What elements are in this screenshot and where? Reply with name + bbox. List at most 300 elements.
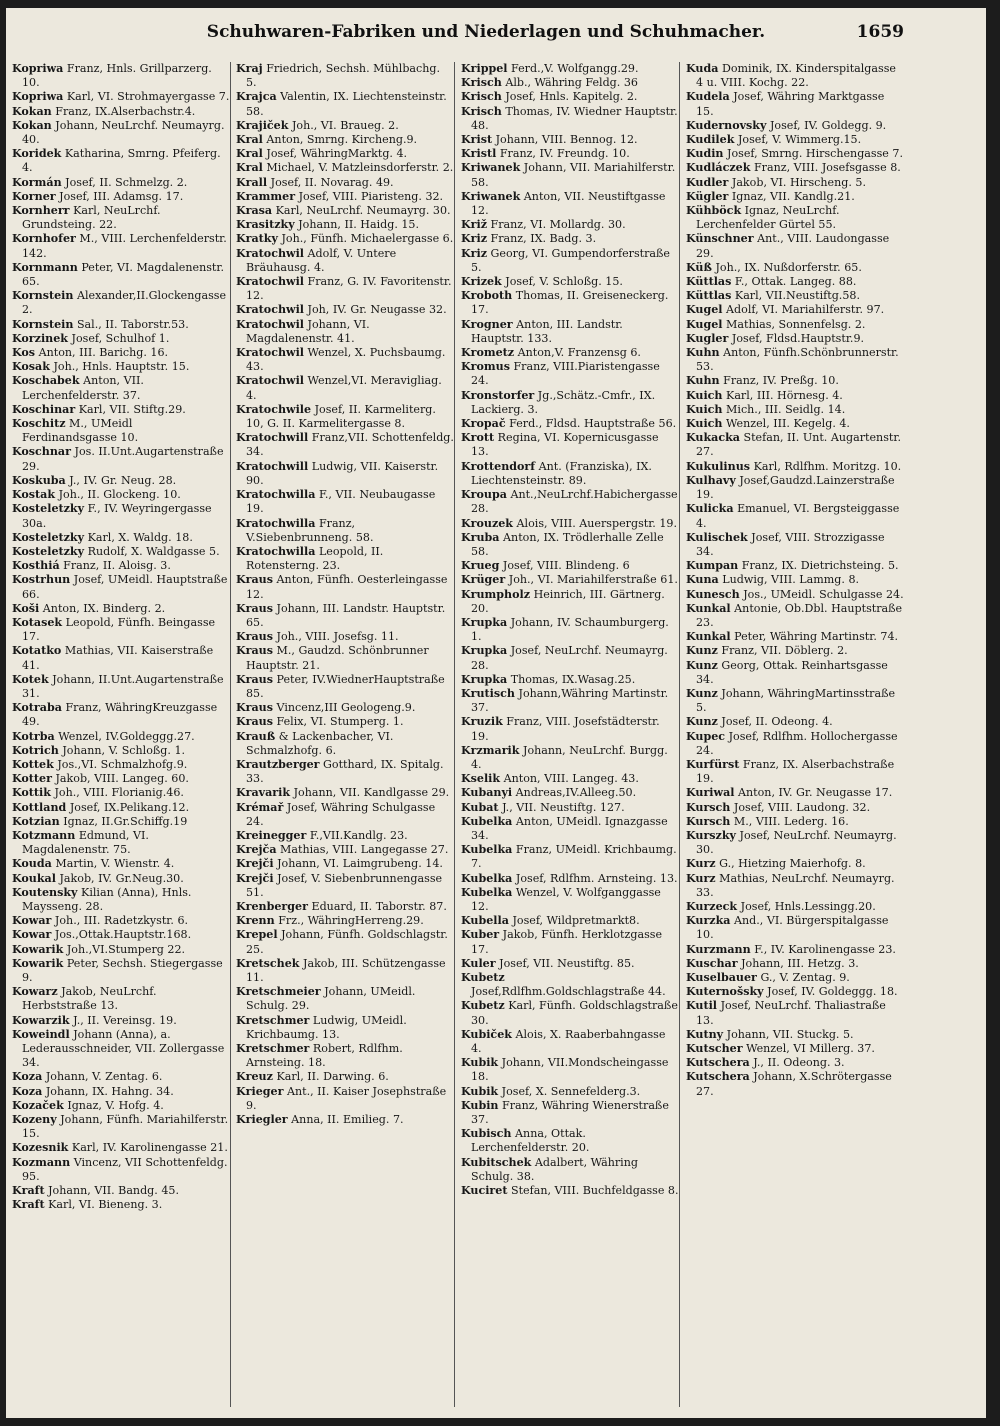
directory-entry: [461, 843, 679, 871]
entry-name: Krottendorf: [461, 459, 536, 473]
entry-name: Kubik: [461, 1084, 499, 1098]
entry-details: Josef,Rdlfhm.Goldschlagstraße 44.: [471, 985, 666, 999]
entry-name: Kotrba: [12, 729, 55, 743]
entry-name: Krzmarik: [461, 743, 520, 757]
directory-entry: [12, 1014, 230, 1028]
entry-name: Krenberger: [236, 899, 308, 913]
directory-entry: [686, 303, 904, 317]
entry-name: Kulhavy: [686, 473, 736, 487]
entry-details: F., IV. Karolinengasse 23.: [754, 942, 896, 956]
entry-details: Josef, NeuLrchf. Thaliastraße 13.: [696, 999, 886, 1027]
entry-name: Kudilek: [686, 133, 735, 147]
directory-entry: [686, 815, 904, 829]
entry-name: Kratochwil: [236, 346, 304, 360]
entry-name: Kurzmann: [686, 942, 751, 956]
entry-details: Wenzel,VI. Meravigliag. 4.: [246, 374, 442, 402]
entry-name: Kuna: [686, 573, 719, 587]
directory-entry: [236, 701, 454, 715]
entry-name: Kos: [12, 346, 36, 360]
entry-details: Johann, VI. Laimgrubeng. 14.: [277, 857, 443, 871]
directory-entry: [236, 460, 454, 488]
directory-entry: [236, 829, 454, 843]
directory-entry: [686, 687, 904, 715]
directory-entry: [12, 232, 230, 260]
directory-entry: [461, 389, 679, 417]
directory-entry: [686, 1056, 904, 1070]
entry-details: Franz, VIII.Piaristengasse 24.: [471, 360, 660, 388]
directory-entry: [236, 1014, 454, 1042]
entry-name: Kruzik: [461, 715, 503, 729]
entry-details: Josef, Rdlfhm. Arnsteing. 13.: [515, 871, 678, 885]
directory-entry: [12, 914, 230, 928]
entry-details: Anton, III. Barichg. 16.: [38, 346, 169, 360]
entry-details: Thomas, IV. Wiedner Hauptstr. 48.: [471, 104, 678, 132]
entry-details: J., II. Odeong. 3.: [753, 1056, 845, 1070]
entry-details: Peter, IV.WiednerHauptstraße 85.: [246, 672, 445, 700]
entry-details: Josef, Fldsd.Hauptstr.9.: [731, 331, 865, 345]
entry-name: Kretschmer: [236, 1042, 310, 1056]
entry-details: Franz, II. Aloisg. 3.: [63, 559, 171, 573]
directory-entry: [236, 161, 454, 175]
entry-details: Stefan, VIII. Buchfeldgasse 8.: [511, 1184, 679, 1198]
directory-entry: [12, 318, 230, 332]
directory-entry: [236, 602, 454, 630]
entry-name: Kratochwill: [236, 431, 309, 445]
directory-entry: [686, 999, 904, 1027]
entry-details: Johann, IX. Hahng. 34.: [45, 1084, 174, 1098]
entry-details: Franz, G. IV. Favoritenstr. 12.: [246, 275, 452, 303]
directory-entry: [461, 431, 679, 459]
entry-name: Kudler: [686, 175, 729, 189]
directory-entry: [12, 857, 230, 871]
entry-name: Kunz: [686, 658, 718, 672]
entry-name: Križ: [461, 218, 488, 232]
entry-name: Krammer: [236, 189, 296, 203]
entry-details: Ludwig, VIII. Lammg. 8.: [722, 573, 860, 587]
entry-name: Krajiček: [236, 118, 289, 132]
entry-details: Josef, Schulhof 1.: [71, 331, 170, 345]
directory-entry: [461, 815, 679, 843]
directory-entry: [686, 204, 904, 232]
entry-details: Anna, II. Emilieg. 7.: [291, 1113, 404, 1127]
entry-details: Kilian (Anna), Hnls. Maysseng. 28.: [22, 885, 192, 913]
entry-name: Kuciret: [461, 1184, 508, 1198]
entry-name: Kubetz: [461, 999, 505, 1013]
entry-name: Kugler: [686, 331, 729, 345]
entry-name: Kügler: [686, 189, 729, 203]
entry-name: Kuschar: [686, 956, 738, 970]
directory-entry: [236, 346, 454, 374]
column-2: [236, 62, 455, 1407]
directory-entry: [236, 985, 454, 1013]
entry-name: Kubiček: [461, 1027, 512, 1041]
entry-name: Krejči: [236, 871, 274, 885]
entry-details: Josef, Smrng. Hirschengasse 7.: [727, 147, 903, 161]
entry-name: Kotter: [12, 772, 52, 786]
directory-entry: [12, 886, 230, 914]
entry-name: Krémař: [236, 800, 284, 814]
directory-entry: [686, 914, 904, 942]
entry-details: Ant., II. Kaiser Josephstraße 9.: [246, 1084, 447, 1112]
directory-entry: [461, 616, 679, 644]
directory-entry: [461, 517, 679, 531]
entry-name: Kostak: [12, 488, 56, 502]
entry-details: Josef, VIII. Blindeng. 6: [502, 559, 630, 573]
entry-name: Kuich: [686, 388, 723, 402]
entry-details: M., Gaudzd. Schönbrunner Hauptstr. 21.: [246, 644, 429, 672]
entry-name: Künschner: [686, 232, 754, 246]
entry-name: Krisch: [461, 76, 502, 90]
entry-details: Robert, Rdlfhm. Arnsteing. 18.: [246, 1042, 403, 1070]
entry-name: Kratochwil: [236, 317, 304, 331]
entry-name: Kornstein: [12, 289, 74, 303]
entry-name: Krott: [461, 431, 495, 445]
entry-details: Anton, Fünfh. Oesterleingasse 12.: [246, 573, 448, 601]
entry-name: Koschinar: [12, 402, 76, 416]
entry-details: Anton, VII. Lerchenfelderstr. 37.: [22, 374, 144, 402]
entry-name: Kratochwil: [236, 374, 304, 388]
directory-entry: [12, 474, 230, 488]
entry-name: Kottik: [12, 786, 51, 800]
entry-name: Krauß: [236, 729, 276, 743]
entry-details: Franz, V.Siebenbrunneng. 58.: [246, 516, 374, 544]
entry-details: Johann, VII. Kandlgasse 29.: [293, 786, 450, 800]
directory-entry: [236, 247, 454, 275]
entry-details: Josef, Hnls.Lessingg.20.: [740, 899, 876, 913]
directory-entry: [236, 119, 454, 133]
entry-details: Johann, Fünfh. Goldschlagstr. 25.: [246, 928, 448, 956]
entry-details: Karl, VII.Neustiftg.58.: [734, 289, 860, 303]
entry-details: Johann, II. Haidg. 15.: [298, 218, 420, 232]
entry-name: Koši: [12, 601, 40, 615]
directory-entry: [686, 801, 904, 815]
entry-name: Koukal: [12, 871, 56, 885]
entry-details: Adolf, VI. Mariahilferstr. 97.: [726, 303, 885, 317]
entry-name: Kretschmer: [236, 1013, 310, 1027]
directory-entry: [461, 687, 679, 715]
entry-name: Krasitzky: [236, 218, 295, 232]
directory-entry: [236, 517, 454, 545]
directory-entry: [12, 1141, 230, 1155]
entry-details: Josef, V. Wimmerg.15.: [737, 133, 862, 147]
entry-details: Ignaz, V. Hofg. 4.: [67, 1098, 164, 1112]
entry-name: Kratky: [236, 232, 278, 246]
entry-name: Kubin: [461, 1098, 499, 1112]
entry-name: Kubetz: [461, 971, 505, 984]
entry-name: Kuhn: [686, 346, 720, 360]
directory-entry: [461, 417, 679, 431]
directory-entry: [236, 914, 454, 928]
entry-details: Franz, IV. Freundg. 10.: [499, 147, 630, 161]
entry-name: Krupka: [461, 672, 508, 686]
directory-entry: [12, 374, 230, 402]
entry-name: Kottland: [12, 800, 67, 814]
directory-entry: [461, 90, 679, 104]
directory-entry: [461, 105, 679, 133]
directory-entry: [236, 1085, 454, 1113]
entry-details: Jos.,VI. Schmalzhofg.9.: [57, 757, 188, 771]
directory-entry: [12, 62, 230, 90]
directory-entry: [686, 786, 904, 800]
entry-details: M., UMeidl Ferdinandsgasse 10.: [22, 417, 139, 445]
directory-entry: [686, 261, 904, 275]
entry-details: Karl, III. Hörnesg. 4.: [726, 388, 843, 402]
entry-name: Kriz: [461, 232, 488, 246]
entry-details: Felix, VI. Stumperg. 1.: [276, 715, 404, 729]
entry-details: Jakob, III. Schützengasse 11.: [246, 956, 446, 984]
directory-entry: [236, 758, 454, 786]
entry-name: Kubelka: [461, 885, 513, 899]
entry-name: Kotzian: [12, 814, 60, 828]
directory-entry: [12, 616, 230, 644]
entry-details: Karl, VI. Strohmayergasse 7.: [66, 90, 230, 104]
directory-entry: [686, 630, 904, 644]
entry-details: Johann, III. Hetzg. 3.: [741, 956, 859, 970]
directory-entry: [686, 431, 904, 459]
directory-entry: [686, 1070, 904, 1098]
entry-name: Kopriwa: [12, 90, 64, 104]
directory-entry: [236, 928, 454, 956]
directory-entry: [236, 957, 454, 985]
entry-name: Kozeny: [12, 1113, 57, 1127]
entry-name: Kornmann: [12, 260, 78, 274]
entry-details: Leopold, II. Rotensterng. 23.: [246, 544, 384, 573]
entry-details: Adalbert, Währing Schulg. 38.: [471, 1155, 638, 1183]
entry-name: Krautzberger: [236, 757, 320, 771]
entry-name: Kubat: [461, 800, 499, 814]
directory-entry: [236, 1113, 454, 1127]
directory-entry: [461, 460, 679, 488]
directory-entry: [236, 147, 454, 161]
entry-details: Thomas, IX.Wasag.25.: [510, 672, 636, 686]
directory-entry: [686, 573, 904, 587]
entry-details: Johann, NeuLrchf. Neumayrg. 40.: [22, 118, 225, 147]
directory-entry: [12, 502, 230, 530]
entry-details: Joh, IV. Gr. Neugasse 32.: [307, 303, 447, 317]
entry-name: Kral: [236, 133, 263, 147]
entry-details: Heinrich, III. Gärtnerg. 20.: [471, 587, 665, 615]
entry-details: Wenzel, V. Wolfganggasse 12.: [471, 885, 661, 913]
entry-name: Kosteletzky: [12, 544, 85, 558]
entry-name: Kroupa: [461, 488, 507, 502]
directory-entry: [12, 417, 230, 445]
directory-entry: [12, 289, 230, 317]
directory-entry: [461, 1085, 679, 1099]
directory-entry: [461, 559, 679, 573]
entry-name: Kowarik: [12, 956, 64, 970]
entry-name: Kselik: [461, 772, 501, 786]
entry-details: Anton, IX. Binderg. 2.: [42, 601, 166, 615]
entry-details: G., V. Zentag. 9.: [760, 971, 850, 984]
entry-details: Franz, Währing Wienerstraße 37.: [471, 1098, 669, 1127]
entry-details: Johann, UMeidl. Schulg. 29.: [246, 985, 416, 1013]
directory-entry: [686, 1028, 904, 1042]
entry-name: Krejči: [236, 857, 274, 871]
directory-entry: [236, 176, 454, 190]
entry-details: Anton, IX. Trödlerhalle Zelle 58.: [471, 530, 664, 558]
entry-name: Kretschmeier: [236, 985, 321, 999]
entry-details: M., VIII. Lederg. 16.: [733, 814, 849, 828]
entry-details: Johann, Fünfh. Mariahilferstr. 15.: [22, 1113, 229, 1141]
entry-name: Korzinek: [12, 331, 68, 345]
entry-details: Mathias, NeuLrchf. Neumayrg. 33.: [696, 871, 895, 899]
entry-details: Jg.,Schätz.-Cmfr., IX. Lackierg. 3.: [471, 388, 656, 416]
entry-name: Krüger: [461, 573, 506, 587]
entry-name: Kornstein: [12, 317, 74, 331]
directory-entry: [12, 602, 230, 616]
directory-entry: [461, 673, 679, 687]
directory-entry: [236, 630, 454, 644]
entry-details: Josef, II. Karmeliterg. 10, G. II. Karmelitergasse 8.: [246, 402, 436, 431]
page-header: [6, 22, 986, 52]
directory-entry: [686, 417, 904, 431]
entry-details: Josef, II. Schmelzg. 2.: [65, 175, 188, 189]
entry-name: Kutny: [686, 1027, 724, 1041]
directory-entry: [12, 872, 230, 886]
directory-entry: [461, 772, 679, 786]
entry-details: Johann, VIII. Bennog. 12.: [495, 133, 638, 147]
directory-entry: [12, 119, 230, 147]
directory-entry: [461, 886, 679, 914]
directory-entry: [12, 786, 230, 800]
entry-name: Kugel: [686, 303, 723, 317]
entry-details: Johann, V. Schloßg. 1.: [62, 743, 186, 757]
entry-details: Ignaz, VII. Kandlg.21.: [731, 189, 855, 203]
entry-details: Josef, VII. Neustiftg. 85.: [499, 956, 635, 970]
directory-entry: [236, 786, 454, 800]
directory-entry: [236, 232, 454, 246]
entry-details: Johann, NeuLrchf. Burgg. 4.: [471, 743, 668, 771]
entry-name: Kunz: [686, 715, 718, 729]
entry-name: Kriz: [461, 246, 488, 260]
directory-entry: [12, 673, 230, 701]
entry-name: Kuhn: [686, 374, 720, 388]
entry-name: Kopriwa: [12, 62, 64, 75]
entry-details: Johann, VII.Mondscheingasse 18.: [471, 1056, 669, 1084]
entry-details: Karl, VII. Stiftg.29.: [78, 402, 186, 416]
entry-details: Johann, VII. Mariahilferstr. 58.: [471, 161, 676, 189]
directory-entry: [12, 573, 230, 601]
entry-name: Koutensky: [12, 885, 78, 899]
entry-details: Karl, Rdlfhm. Moritzg. 10.: [753, 459, 902, 473]
entry-name: Kokan: [12, 104, 52, 118]
directory-entry: [236, 218, 454, 232]
entry-details: Mich., III. Seidlg. 14.: [726, 402, 846, 416]
entry-details: Franz, IV. Preßg. 10.: [723, 374, 839, 388]
entry-details: Anton, IV. Gr. Neugasse 17.: [738, 786, 893, 800]
entry-name: Krogner: [461, 317, 513, 331]
entry-details: Johann, WähringMartinsstraße 5.: [696, 686, 896, 715]
directory-entry: [461, 744, 679, 772]
directory-entry: [12, 190, 230, 204]
entry-name: Kuler: [461, 956, 496, 970]
directory-entry: [461, 1156, 679, 1184]
entry-name: Koskuba: [12, 473, 66, 487]
entry-name: Kornhofer: [12, 232, 76, 246]
entry-details: Antonie, Ob.Dbl. Hauptstraße 23.: [696, 601, 903, 629]
entry-name: Kudin: [686, 147, 724, 161]
entry-name: Kursch: [686, 800, 731, 814]
entry-details: Franz, IX. Alserbachstraße 19.: [696, 757, 895, 786]
directory-entry: [686, 588, 904, 602]
directory-entry: [686, 318, 904, 332]
entry-name: Kuriwal: [686, 786, 735, 800]
directory-entry: [686, 602, 904, 630]
entry-name: Kriwanek: [461, 189, 521, 203]
directory-entry: [12, 1113, 230, 1141]
directory-entry: [12, 701, 230, 729]
directory-entry: [236, 431, 454, 459]
entry-details: F., VII. Neubaugasse 19.: [246, 488, 436, 516]
entry-details: Josef, II. Odeong. 4.: [721, 715, 833, 729]
entry-name: Krizek: [461, 275, 502, 289]
directory-entry: [12, 928, 230, 942]
entry-details: Leopold, Fünfh. Beingasse 17.: [22, 615, 216, 644]
entry-details: Joh., II. Glockeng. 10.: [58, 488, 181, 502]
entry-details: Josef, VIII. Laudong. 32.: [733, 800, 871, 814]
directory-entry: [461, 76, 679, 90]
directory-entry: [686, 232, 904, 260]
entry-details: Valentin, IX. Liechtensteinstr. 58.: [246, 90, 447, 118]
directory-entry: [461, 957, 679, 971]
entry-details: Franz, Hnls. Grillparzerg. 10.: [22, 62, 212, 90]
directory-entry: [461, 715, 679, 743]
entry-name: Krasa: [236, 204, 273, 218]
directory-entry: [686, 872, 904, 900]
directory-entry: [236, 133, 454, 147]
entry-name: Koschitz: [12, 417, 66, 431]
entry-name: Kretschek: [236, 956, 300, 970]
entry-name: Krumpholz: [461, 587, 531, 601]
directory-entry: [12, 360, 230, 374]
directory-entry: [461, 232, 679, 246]
directory-entry: [461, 190, 679, 218]
entry-name: Kulicka: [686, 502, 734, 516]
entry-details: Ignaz, NeuLrchf. Lerchenfelder Gürtel 55.: [696, 204, 840, 232]
entry-details: Wenzel, X. Puchsbaumg. 43.: [246, 346, 446, 374]
entry-name: Kowar: [12, 914, 52, 928]
directory-entry: [686, 403, 904, 417]
entry-details: M., VIII. Lerchenfelderstr. 142.: [22, 232, 227, 260]
directory-entry: [686, 829, 904, 857]
entry-name: Kutschera: [686, 1070, 750, 1084]
entry-details: Alexander,II.Glockengasse 2.: [22, 289, 227, 317]
entry-name: Kral: [236, 147, 263, 161]
entry-details: Michael, V. Matzleinsdorferstr. 2.: [266, 161, 454, 175]
directory-entry: [12, 1028, 230, 1071]
entry-details: Joh., VI. Braueg. 2.: [291, 118, 399, 132]
entry-details: And., VI. Bürgerspitalgasse 10.: [696, 914, 889, 942]
entry-name: Kutscher: [686, 1042, 743, 1056]
entry-name: Kubisch: [461, 1127, 512, 1141]
entry-details: Josef, UMeidl. Hauptstraße 66.: [22, 573, 228, 601]
entry-name: Kudernovsky: [686, 118, 767, 132]
entry-details: Ignaz, II.Gr.Schiffg.19: [63, 814, 188, 828]
entry-details: Jos., UMeidl. Schulgasse 24.: [743, 587, 904, 601]
entry-details: J., IV. Gr. Neug. 28.: [69, 473, 177, 487]
entry-name: Kratochwilla: [236, 488, 316, 502]
directory-entry: [686, 559, 904, 573]
entry-name: Kudláczek: [686, 161, 751, 175]
entry-name: Kromus: [461, 360, 510, 374]
directory-entry: [686, 1042, 904, 1056]
directory-entry: [686, 133, 904, 147]
directory-entry: [461, 133, 679, 147]
entry-details: Josef, II. Novarag. 49.: [270, 175, 394, 189]
entry-name: Kraus: [236, 601, 273, 615]
entry-name: Kronstorfer: [461, 388, 535, 402]
entry-name: Krist: [461, 133, 493, 147]
